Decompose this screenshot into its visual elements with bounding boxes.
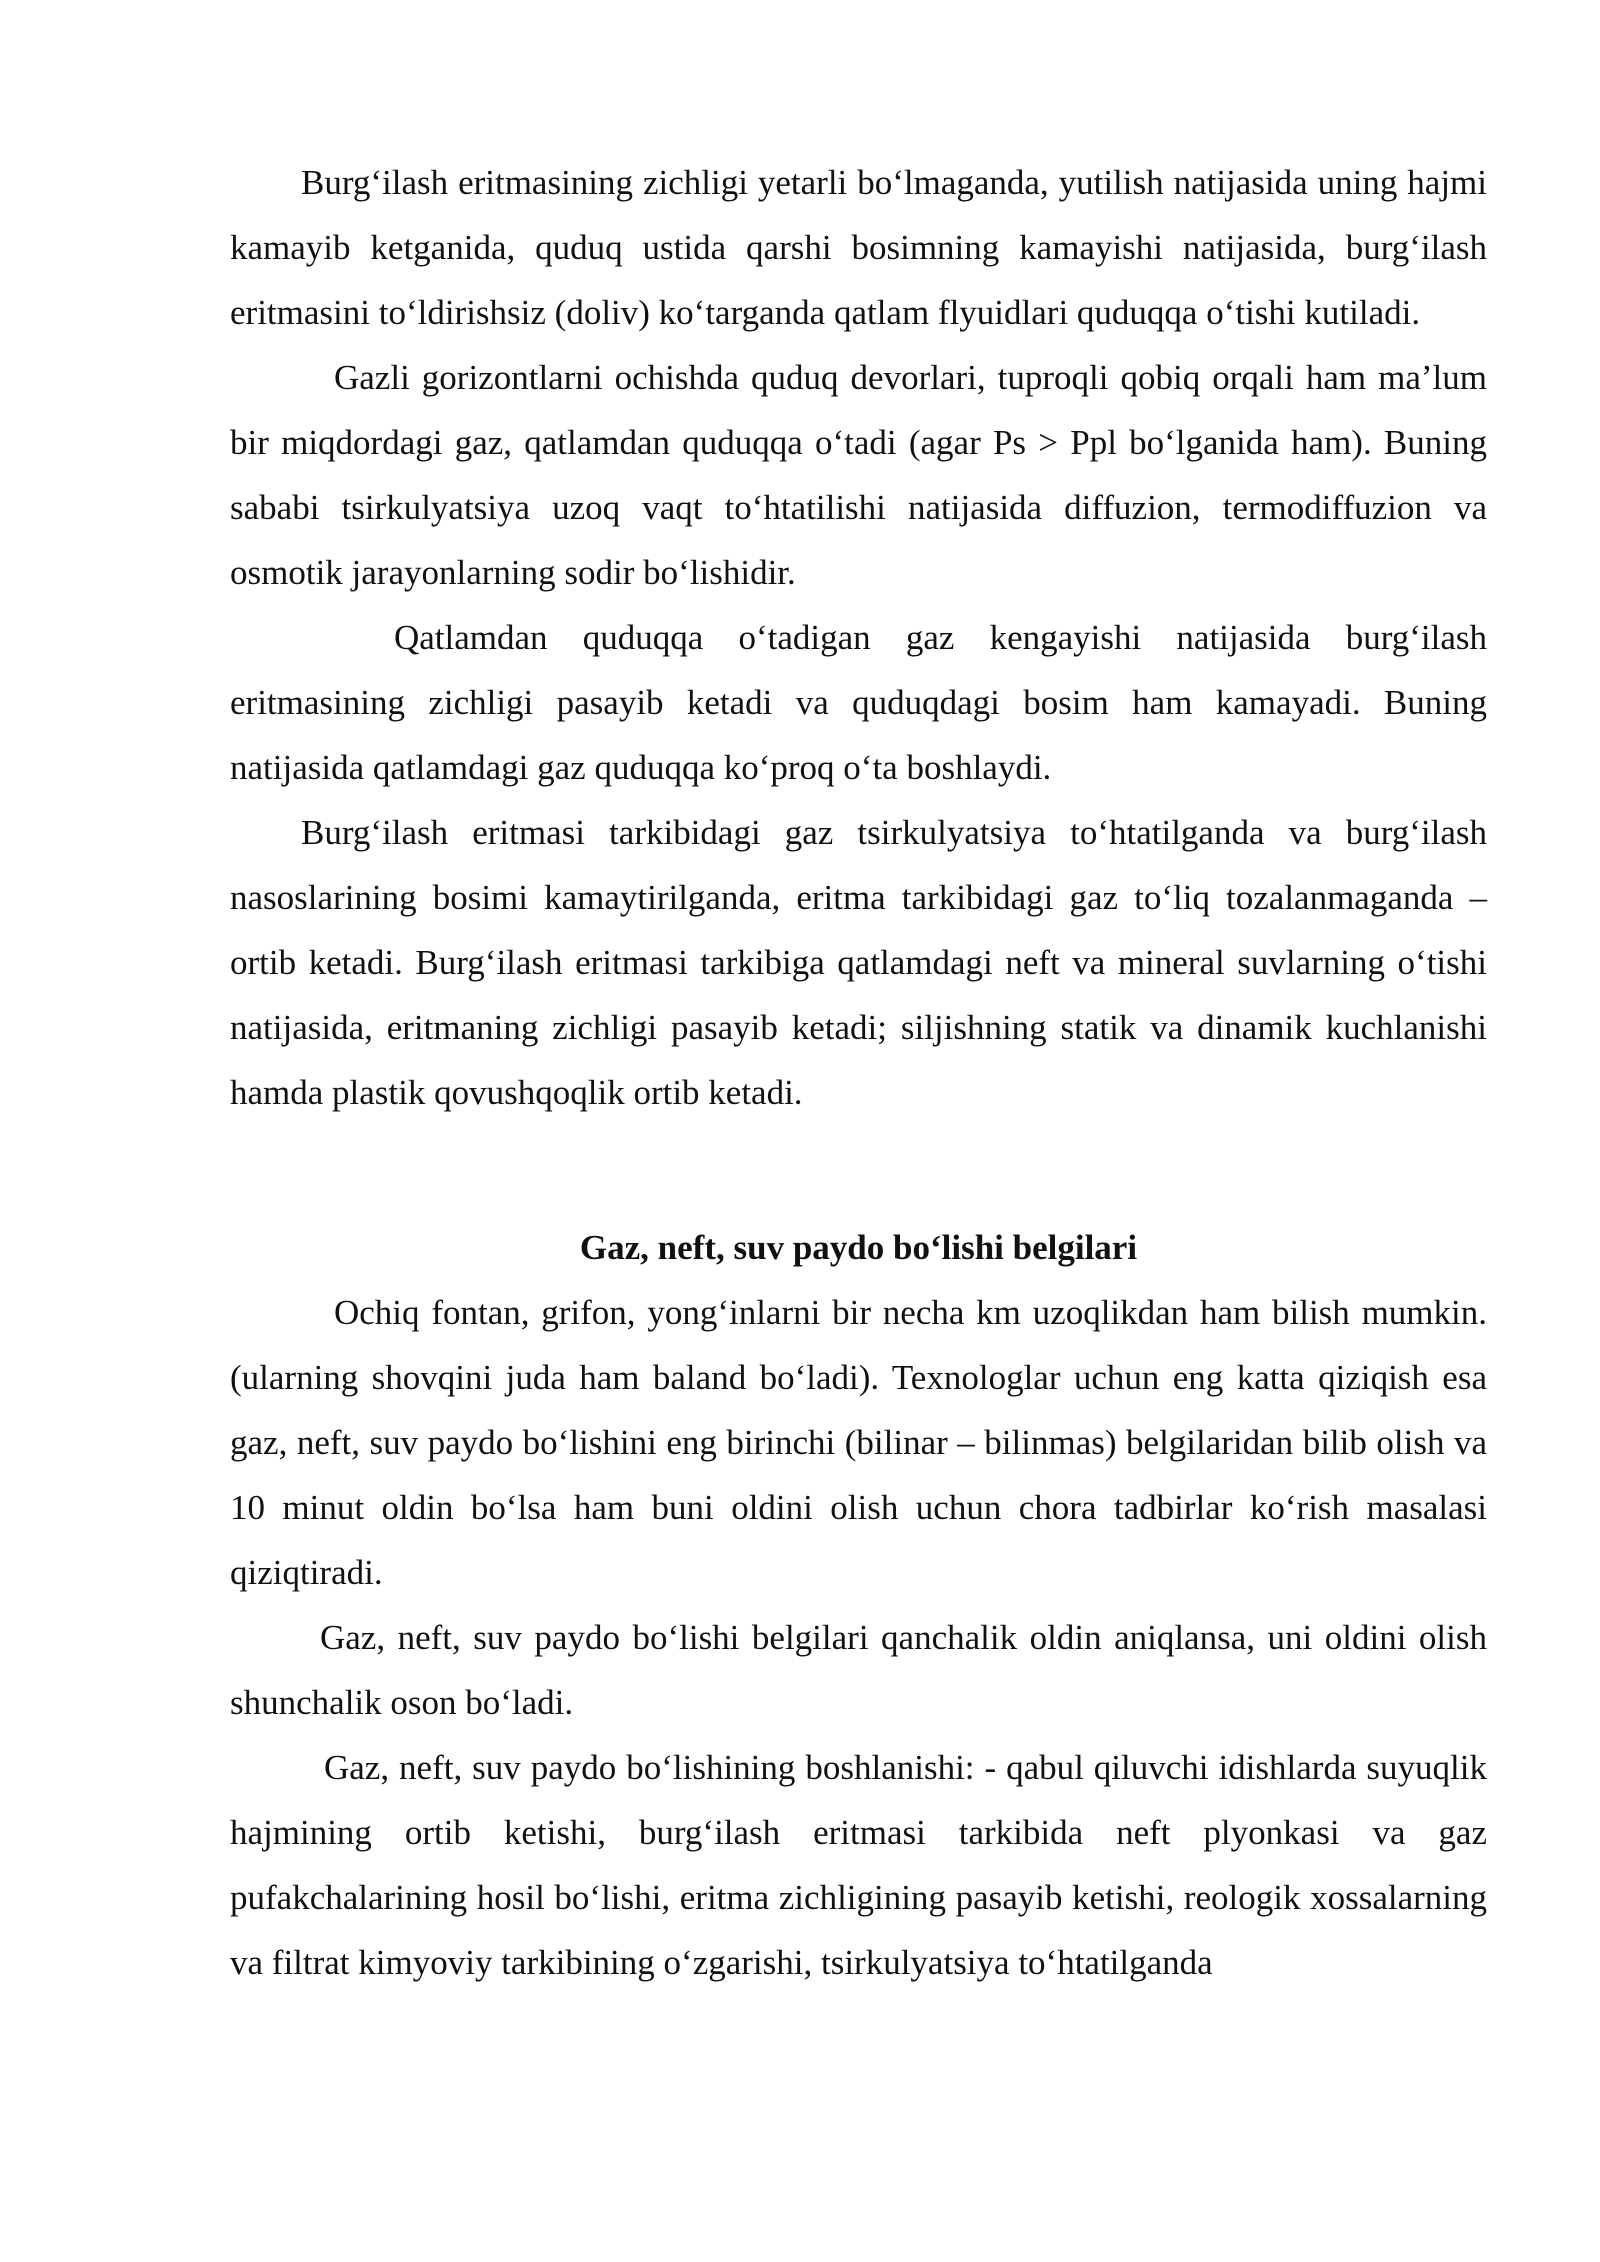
paragraph: Gazli gorizontlarni ochishda quduq devorlari, tuproqli qobiq orqali ham ma’lum bir miqdordagi gaz, qatlamdan quduqqa o‘tadi (agar Ps > Ppl bo‘lganida ham). Buning sababi tsirkulyatsiya uzoq vaqt to‘htatilishi natijasida diffuzion, termodiffuzion va osmotik jarayonlarning sodir bo‘lishidir. xyxy=(230,358,1487,592)
paragraph: Burg‘ilash eritmasi tarkibidagi gaz tsirkulyatsiya to‘htatilganda va burg‘ilash nasoslarining bosimi kamaytirilganda, eritma tarkibidagi gaz to‘liq tozalanmaganda – ortib ketadi. Burg‘ilash eritmasi tarkibiga qatlamdagi neft va mineral suvlarning o‘tishi natijasida, eritmaning zichligi pasayib ketadi; siljishning statik va dinamik kuchlanishi hamda plastik qovushqoqlik ortib ketadi. xyxy=(230,813,1487,1112)
paragraph: Qatlamdan quduqqa o‘tadigan gaz kengayishi natijasida burg‘ilash eritmasining zichligi pasayib ketadi va quduqdagi bosim ham kamayadi. Buning natijasida qatlamdagi gaz quduqqa ko‘proq o‘ta boshlaydi. xyxy=(230,618,1487,787)
section-heading: Gaz, neft, suv paydo bo‘lishi belgilari xyxy=(579,1228,1138,1267)
paragraph: Burg‘ilash eritmasining zichligi yetarli bo‘lmaganda, yutilish natijasida uning hajmi kamayib ketganida, quduq ustida qarshi bosimning kamayishi natijasida, burg‘ilash eritmasini to‘ldirishsiz (doliv) ko‘targanda qatlam flyuidlari quduqqa o‘tishi kutiladi. xyxy=(230,163,1487,332)
document-body xyxy=(230,150,1487,1995)
paragraph: Ochiq fontan, grifon, yong‘inlarni bir necha km uzoqlikdan ham bilish mumkin. (ularning shovqini juda ham baland bo‘ladi). Texnologlar uchun eng katta qiziqish esa gaz, neft, suv paydo bo‘lishini eng birinchi (bilinar – bilinmas) belgilaridan bilib olish va 10 minut oldin bo‘lsa ham buni oldini olish uchun chora tadbirlar ko‘rish masalasi qiziqtiradi. xyxy=(230,1293,1487,1592)
paragraph: Gaz, neft, suv paydo bo‘lishining boshlanishi: - qabul qiluvchi idishlarda suyuqlik hajmining ortib ketishi, burg‘ilash eritmasi tarkibida neft plyonkasi va gaz pufakchalarining hosil bo‘lishi, eritma zichligining pasayib ketishi, reologik xossalarning va filtrat kimyoviy tarkibining o‘zgarishi, tsirkulyatsiya to‘htatilganda xyxy=(230,1748,1487,1982)
paragraph: Gaz, neft, suv paydo bo‘lishi belgilari qanchalik oldin aniqlansa, uni oldini olish shunchalik oson bo‘ladi. xyxy=(230,1618,1487,1722)
